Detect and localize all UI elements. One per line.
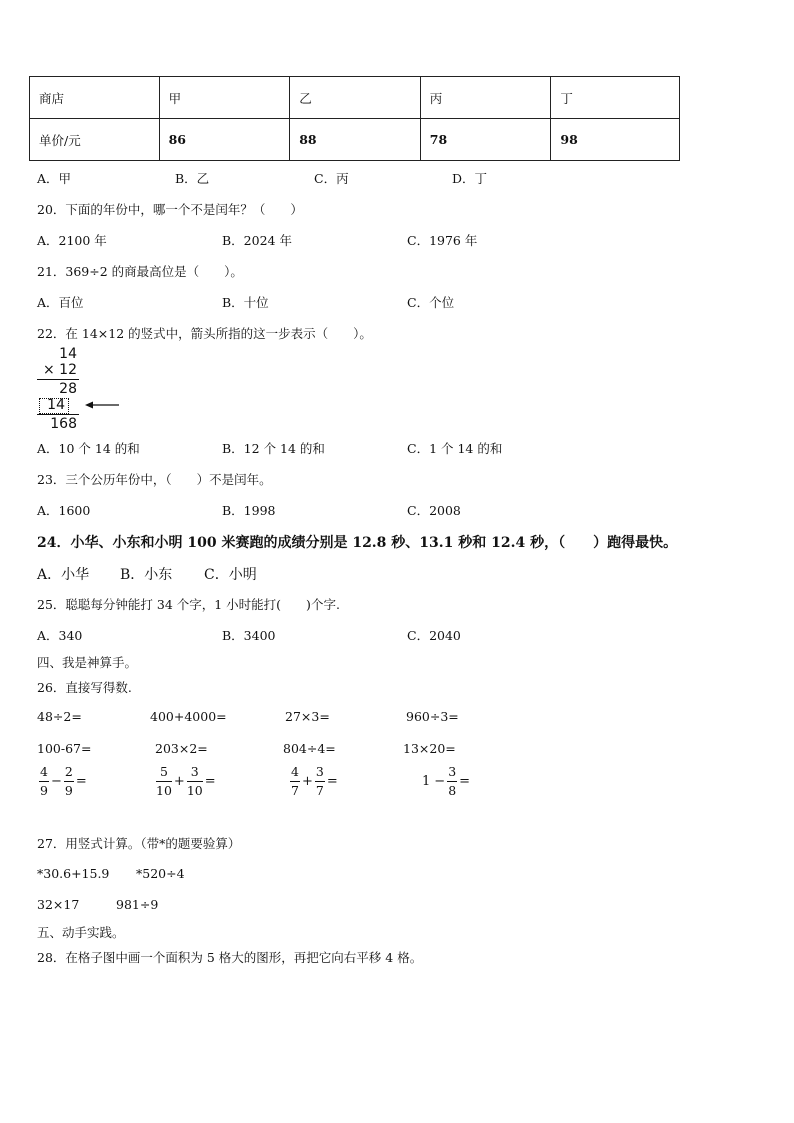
option-c: C．丙 [314,171,349,186]
calc-item: *520÷4 [136,866,185,881]
option-c: C．2040 [407,628,461,643]
option-a: A．1600 [37,503,91,518]
question-25: 25．聪聪每分钟能打 34 个字，1 小时能打( )个字. [37,597,340,612]
fraction-expression: $\frac{4}{7}$ + $\frac{3}{7}$ = [291,764,338,798]
question-28: 28．在格子图中画一个面积为 5 格大的图形，再把它向右平移 4 格。 [37,950,423,965]
table-cell: 78 [420,119,551,161]
table-cell: 单价/元 [30,119,160,161]
price-table [29,76,680,161]
option-b: B．乙 [175,171,210,186]
fraction-expression: $\frac{5}{10}$ + $\frac{3}{10}$ = [156,764,216,798]
arith-item: 27×3= [285,709,330,724]
arith-item: 100-67= [37,741,92,756]
divider-line [37,379,79,380]
option-b: B．十位 [222,295,269,310]
option-c: C．1 个 14 的和 [407,441,503,456]
option-a: A．百位 [37,295,84,310]
option-c: C．个位 [407,295,455,310]
table-cell: 丁 [551,77,680,119]
table-cell: 乙 [290,77,421,119]
question-21: 21．369÷2 的商最高位是（ ）。 [37,264,243,279]
multiplicand: 14 [59,346,77,362]
option-c: C．2008 [407,503,461,518]
arith-item: 13×20= [403,741,456,756]
table-header-row [30,77,680,119]
fraction: $\frac{4}{9}$ [40,764,48,798]
option-d: D．丁 [452,171,488,186]
table-cell: 86 [159,119,290,161]
fraction-expression: $\frac{4}{9}$ − $\frac{2}{9}$ = [40,764,87,798]
arith-item: 400+4000= [150,709,227,724]
partial-product-2: 14 [47,397,65,413]
fraction-expression: 1 − $\frac{3}{8}$ = [422,764,471,798]
option-a: A．340 [37,628,83,643]
option-b: B．1998 [222,503,276,518]
arith-item: 48÷2= [37,709,82,724]
arrow-left-icon [85,400,121,410]
section-heading: 五、动手实践。 [37,925,125,940]
question-26: 26．直接写得数. [37,680,132,695]
option-b: B．12 个 14 的和 [222,441,325,456]
option-a: A．甲 [37,171,72,186]
product-result: 168 [50,416,77,432]
table-cell: 88 [290,119,421,161]
option-a: A．小华 [37,567,90,583]
divider-line [37,414,79,415]
fraction: $\frac{3}{7}$ [315,764,324,798]
calc-item: *30.6+15.9 [37,866,110,881]
arith-item: 960÷3= [406,709,459,724]
fraction: $\frac{5}{10}$ [156,764,172,798]
fraction: $\frac{4}{7}$ [291,764,299,798]
table-row [30,119,680,161]
fraction: $\frac{3}{10}$ [186,764,203,798]
partial-product-1: 28 [59,381,77,397]
table-cell: 98 [551,119,680,161]
option-b: B．小东 [120,567,173,583]
table-cell: 丙 [420,77,551,119]
table-cell: 甲 [159,77,290,119]
question-24: 24．小华、小东和小明 100 米赛跑的成绩分别是 12.8 秒、13.1 秒和 12.4 秒，（ ）跑得最快。 [37,535,678,551]
question-27: 27．用竖式计算。（带*的题要验算） [37,836,241,851]
option-a: A．2100 年 [37,233,107,248]
section-heading: 四、我是神算手。 [37,655,138,670]
arith-item: 203×2= [155,741,208,756]
table-cell: 商店 [30,77,160,119]
fraction: $\frac{3}{8}$ [448,764,457,798]
vertical-multiplication [35,346,95,431]
fraction: $\frac{2}{9}$ [64,764,73,798]
option-c: C．1976 年 [407,233,478,248]
question-20: 20．下面的年份中，哪一个不是闰年？（ ） [37,202,303,217]
question-23: 23．三个公历年份中，（ ）不是闰年。 [37,472,272,487]
calc-item: 981÷9 [116,897,159,912]
calc-item: 32×17 [37,897,80,912]
question-22: 22．在 14×12 的竖式中，箭头所指的这一步表示（ ）。 [37,326,372,341]
option-b: B．3400 [222,628,276,643]
option-c: C．小明 [204,567,257,583]
option-b: B．2024 年 [222,233,292,248]
multiplier: × 12 [43,362,77,378]
arith-item: 804÷4= [283,741,336,756]
option-a: A．10 个 14 的和 [37,441,140,456]
